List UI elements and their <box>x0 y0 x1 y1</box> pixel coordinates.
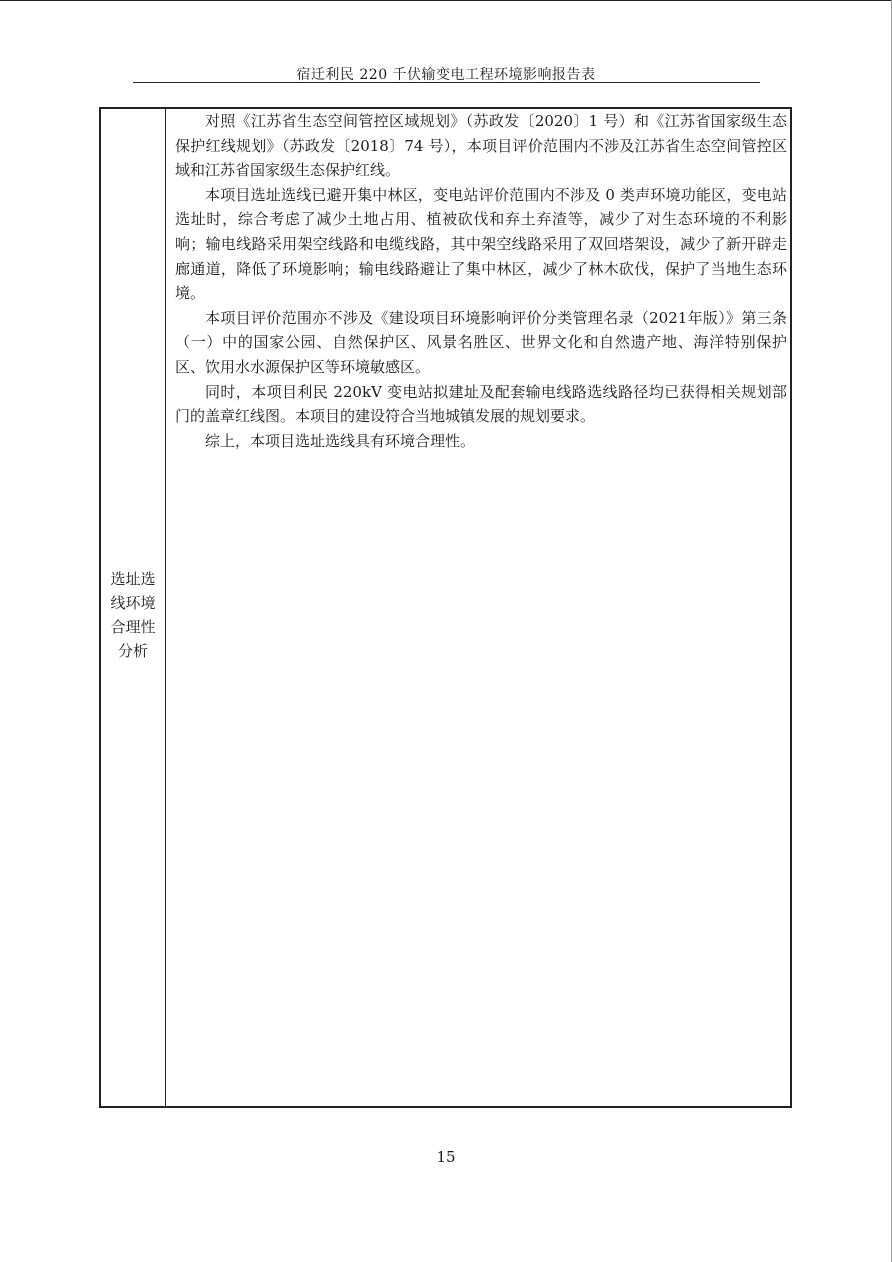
paragraph-ecological-redline: 对照《江苏省生态空间管控区域规划》（苏政发〔2020〕1 号）和《江苏省国家级生态保护红线规划》（苏政发〔2018〕74 号），本项目评价范围内不涉及江苏省生态空间管控区域和江苏省国家级生态保护红线。 <box>175 112 787 180</box>
paragraph-planning-approval: 同时，本项目利民 220kV 变电站拟建址及配套输电线路选线路径均已获得相关规划部门的盖章红线图。本项目的建设符合当地城镇发展的规划要求。 <box>175 382 787 426</box>
header-rule <box>133 82 760 83</box>
page-top-border <box>0 0 892 1</box>
paragraph-sensitive-areas: 本项目评价范围亦不涉及《建设项目环境影响评价分类管理名录（2021年版）》第三条（一）中的国家公园、自然保护区、风景名胜区、世界文化和自然遗产地、海洋特别保护区、饮用水水源保护区等环境敏感区。 <box>175 308 787 376</box>
row-label-line: 选址选 <box>110 570 156 588</box>
analysis-table <box>99 107 792 1108</box>
table-column-divider <box>165 109 166 1106</box>
analysis-content <box>175 109 787 453</box>
row-label <box>101 567 165 663</box>
document-header-title: 宿迁利民 220 千伏输变电工程环境影响报告表 <box>296 67 596 83</box>
page-number: 15 <box>436 1148 456 1166</box>
paragraph-site-selection: 本项目选址选线已避开集中林区，变电站评价范围内不涉及 0 类声环境功能区，变电站选址时，综合考虑了减少土地占用、植被砍伐和弃土弃渣等，减少了对生态环境的不利影响；输电线路采用架空线路和电缆线路，其中架空线路采用了双回塔架设，减少了新开辟走廊通道，降低了环境影响；输电线路避让了集中林区，减少了林木砍伐，保护了当地生态环境。 <box>175 185 787 303</box>
row-label-line: 分析 <box>117 642 148 660</box>
row-label-line: 合理性 <box>110 618 156 636</box>
row-label-line: 线环境 <box>110 594 156 612</box>
paragraph-conclusion: 综上，本项目选址选线具有环境合理性。 <box>205 431 476 450</box>
